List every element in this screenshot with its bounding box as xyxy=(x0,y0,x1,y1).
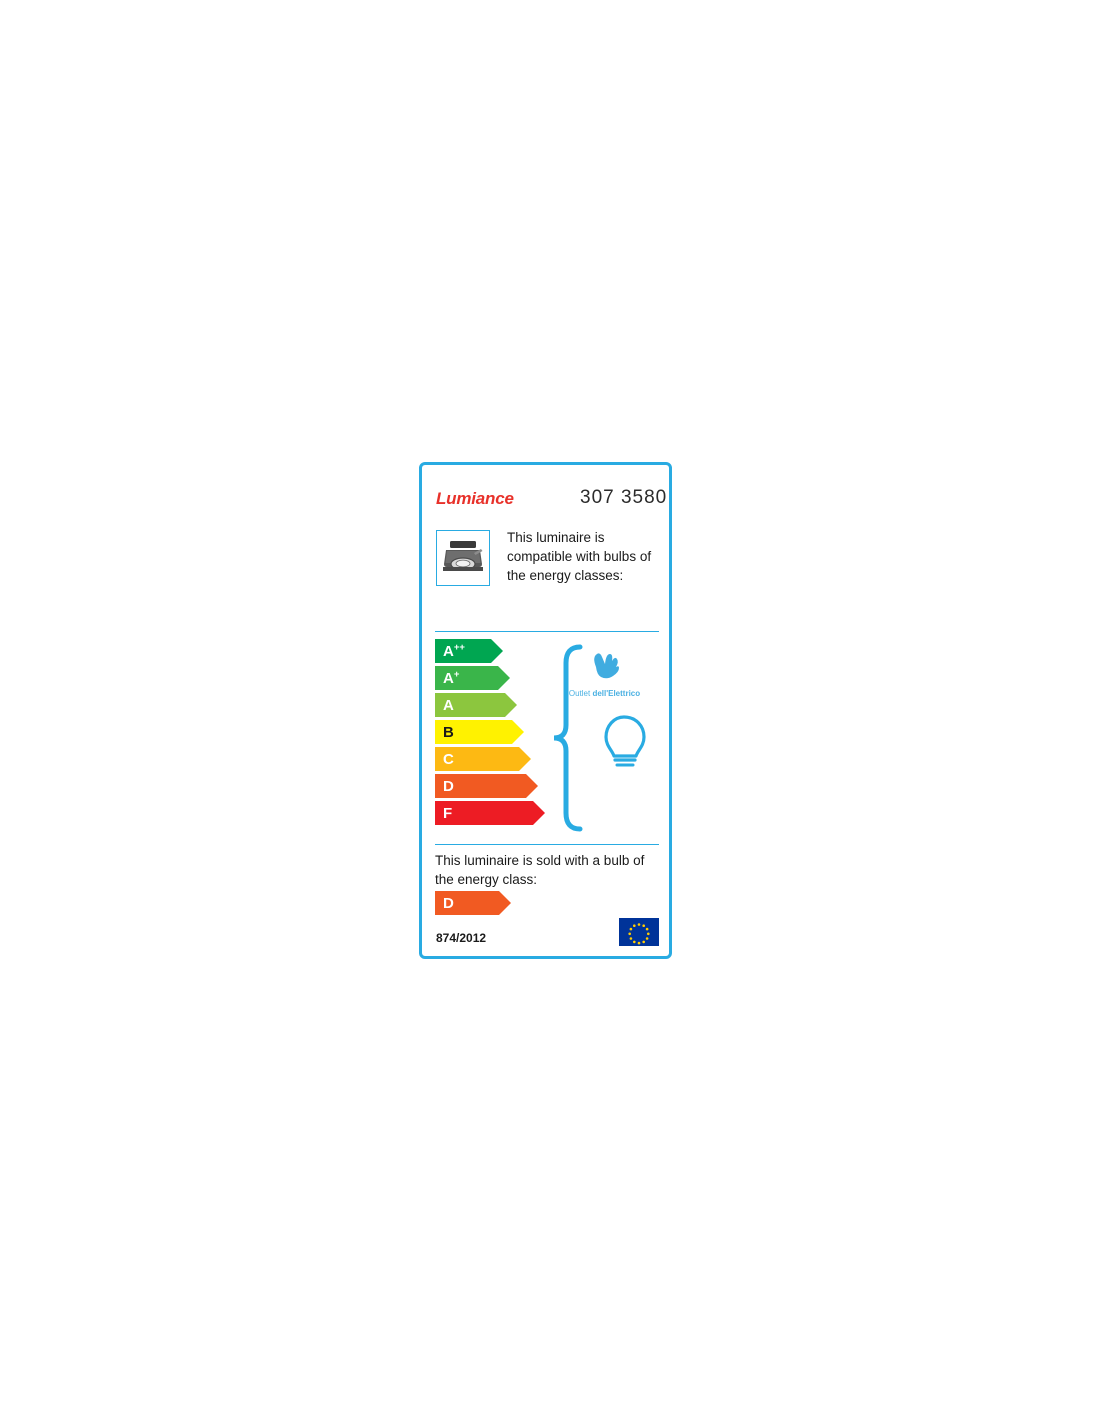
bracket-bulb-graphic xyxy=(550,641,660,836)
class-sup: + xyxy=(453,668,460,680)
luminaire-icon xyxy=(436,530,490,586)
class-sup: ++ xyxy=(453,641,465,653)
watermark-bold: dell'Elettrico xyxy=(592,689,641,698)
class-letter: C xyxy=(443,750,454,768)
label-header xyxy=(422,465,669,517)
brand-name: Lumiance xyxy=(436,489,514,508)
watermark-light: Outlet xyxy=(568,689,591,698)
class-letter: A xyxy=(443,642,454,660)
energy-class-bar xyxy=(435,720,545,744)
energy-class-bar xyxy=(435,801,545,825)
class-letter: B xyxy=(443,723,454,741)
energy-class-bar xyxy=(435,639,545,663)
energy-class-bar xyxy=(435,747,545,771)
class-letter: A xyxy=(443,669,454,687)
sold-class-letter: D xyxy=(443,894,454,912)
energy-class-bar xyxy=(435,693,545,717)
divider-top xyxy=(435,631,659,632)
energy-class-bar xyxy=(435,774,545,798)
sold-with-class-bar xyxy=(435,891,523,918)
class-letter: D xyxy=(443,777,454,795)
sold-with-text: This luminaire is sold with a bulb of the energy class: xyxy=(435,853,645,887)
divider-middle xyxy=(435,844,659,845)
eu-flag-icon xyxy=(619,918,659,946)
sold-class-arrow xyxy=(435,891,523,915)
energy-class-bar xyxy=(435,666,545,690)
energy-label-card xyxy=(419,462,672,959)
class-letter: A xyxy=(443,696,454,714)
watermark xyxy=(552,689,657,698)
regulation-number: 874/2012 xyxy=(436,931,487,945)
compatibility-row xyxy=(422,528,669,613)
energy-class-scale xyxy=(435,639,545,828)
model-code: 307 3580 xyxy=(580,487,668,508)
compatibility-text: This luminaire is compatible with bulbs of the energy classes: xyxy=(507,530,652,583)
class-letter: F xyxy=(443,804,453,822)
